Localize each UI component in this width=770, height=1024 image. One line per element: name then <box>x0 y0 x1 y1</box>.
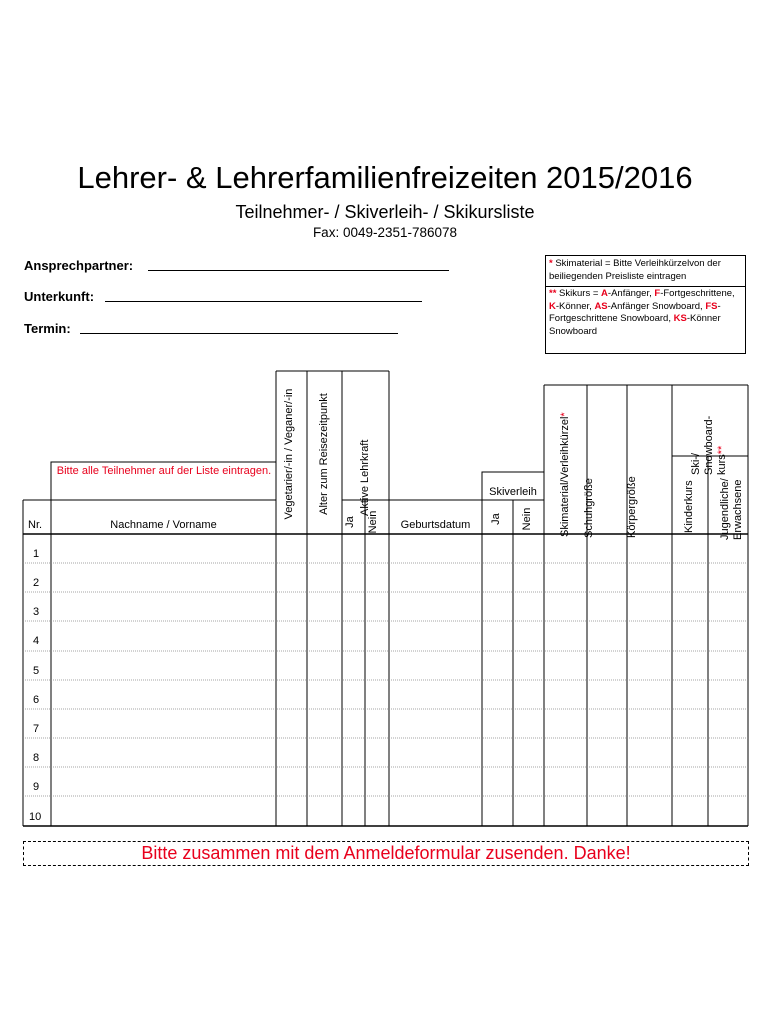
page-title: Lehrer- & Lehrerfamilienfreizeiten 2015/2016 <box>77 160 693 195</box>
accommodation-label: Unterkunft: <box>24 289 95 304</box>
row-number: 7 <box>33 723 40 735</box>
col-header-teacher-yes: Ja <box>344 516 356 528</box>
col-header-teacher: Aktive Lehrkraft <box>359 439 371 516</box>
row-number: 9 <box>33 781 40 793</box>
col-header-kids-course: Kinderkurs <box>683 480 695 533</box>
col-header-name: Nachname / Vorname <box>110 519 217 531</box>
col-header-height: Körpergröße <box>626 476 638 538</box>
page-subtitle: Teilnehmer- / Skiverleih- / Skikursliste <box>235 202 535 222</box>
table-instruction: Bitte alle Teilnehmer auf der Liste eintragen. <box>56 465 272 477</box>
row-number: 4 <box>33 635 40 647</box>
col-header-teacher-no: Nein <box>367 510 379 534</box>
note-material: * Skimaterial = Bitte Verleihkürzelvon der beiliegenden Preisliste eintragen <box>549 258 721 282</box>
row-number: 1 <box>33 548 40 560</box>
col-header-adults-course: Jugendliche/ Erwachsene <box>719 478 744 540</box>
fax-number: Fax: 0049-2351-786078 <box>312 225 458 240</box>
col-header-rental: Skiverleih <box>489 486 537 498</box>
col-header-age: Alter zum Reisezeitpunkt <box>318 393 330 515</box>
row-number: 5 <box>33 665 40 677</box>
col-header-rental-no: Nein <box>521 507 533 531</box>
date-label: Termin: <box>24 321 71 336</box>
row-number: 2 <box>33 577 40 589</box>
col-header-vegetarian: Vegetarier/-in / Veganer/-in <box>283 388 295 520</box>
col-header-birthdate: Geburtsdatum <box>400 519 471 531</box>
note-course: ** Skikurs = A-Anfänger, F-Fortgeschrittene, K-Könner, AS-Anfänger Snowboard, FS-Fortgeschrittene Snowboard, KS-Könner Snowboard <box>546 286 745 338</box>
col-header-rental-yes: Ja <box>490 513 502 525</box>
col-header-course: Ski-/ Snowboard-kurs** <box>690 415 728 475</box>
contact-label: Ansprechpartner: <box>24 258 134 273</box>
row-number: 3 <box>33 606 40 618</box>
col-header-nr: Nr. <box>28 519 43 531</box>
footer-notice: Bitte zusammen mit dem Anmeldeformular zusenden. Danke! <box>23 841 749 866</box>
col-header-material: Skimaterial/Verleihkürzel* <box>559 412 571 537</box>
row-number: 8 <box>33 752 40 764</box>
row-number: 10 <box>29 811 42 823</box>
col-header-shoe: Schuhgröße <box>583 478 595 538</box>
row-number: 6 <box>33 694 40 706</box>
